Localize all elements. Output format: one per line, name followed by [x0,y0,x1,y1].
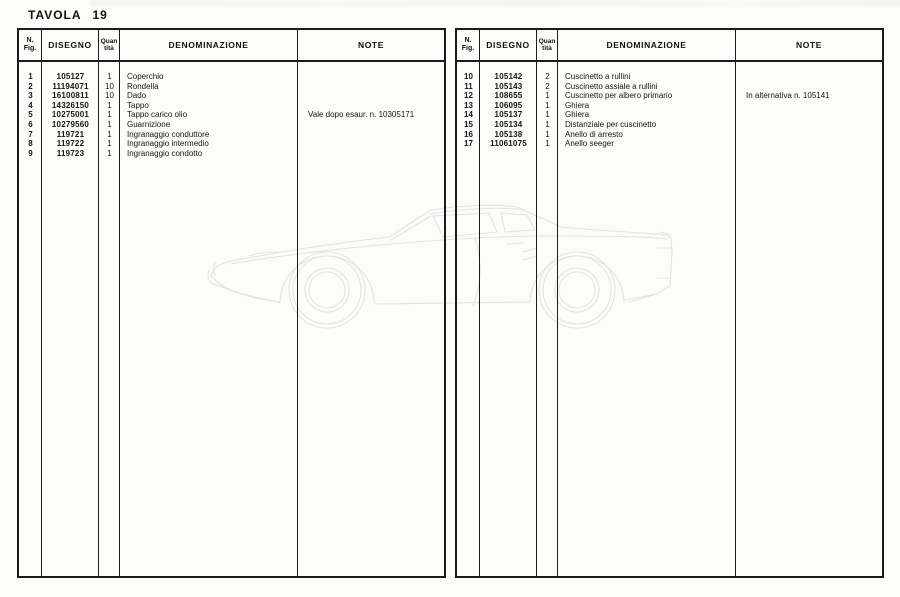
header-fig [19,30,42,60]
quantita-cell: 1 [107,72,112,81]
header-qty-line1: Quan [538,38,556,45]
table-row [19,149,444,159]
fig-cell: 4 [28,100,33,110]
note-cell [298,101,444,111]
column-divider [479,62,480,576]
header-note: NOTE [795,40,822,50]
denominazione-cell: Ingranaggio conduttore [127,129,210,139]
denominazione-cell: Cuscinetto assiale a rullini [565,81,658,91]
quantita-cell: 1 [107,129,112,139]
scan-artifact [90,0,900,7]
note-cell [736,101,882,111]
note-cell [736,82,882,92]
table-row [457,72,882,82]
disegno-cell: 105134 [494,119,523,129]
fig-cell: 16 [464,129,473,139]
header-disegno: DISEGNO [42,30,99,60]
note-cell [736,130,882,140]
denominazione-cell: Cuscinetto a rullini [565,72,631,81]
note-cell: In alternativa n. 105141 [746,91,830,101]
disegno-cell: 10279560 [51,119,90,129]
header-fig-line2: Fig. [23,45,37,52]
fig-cell: 1 [28,72,33,81]
note-cell [298,139,444,149]
header-fig-line2: Fig. [461,45,475,52]
note-cell [298,82,444,92]
column-divider [536,62,537,576]
header-qty-line2: tità [542,45,552,52]
note-cell [298,130,444,140]
column-divider [297,62,298,576]
fig-cell: 11 [464,81,473,91]
denominazione-cell: Ghiera [565,100,590,110]
fig-cell: 5 [28,110,33,120]
table-row [457,139,882,149]
fig-cell: 13 [464,100,473,110]
quantita-cell: 1 [545,119,550,129]
quantita-cell: 1 [107,148,112,158]
header-quantita [99,30,120,60]
table-row [457,101,882,111]
quantita-cell: 1 [107,139,112,149]
quantita-cell: 1 [545,91,550,101]
table-row [457,120,882,130]
denominazione-cell: Ghiera [565,110,590,120]
disegno-cell: 119723 [56,148,85,158]
denominazione-cell: Tappo carico olio [127,110,188,120]
table-row [19,82,444,92]
fig-cell: 8 [28,139,33,149]
note-cell [736,120,882,130]
table-row [19,110,444,120]
note-cell [736,110,882,120]
right-table-body [457,62,882,576]
table-row [19,130,444,140]
header-quantita [537,30,558,60]
fig-cell: 14 [464,110,473,120]
denominazione-cell: Coperchio [127,72,164,81]
quantita-cell: 1 [107,110,112,120]
disegno-cell: 11194071 [52,81,89,91]
note-cell: Vale dopo esaur. n. 10305171 [308,110,415,120]
table-header [457,30,882,62]
parts-table-right [455,28,884,578]
quantita-cell: 10 [105,91,114,101]
note-cell [298,72,444,82]
table-row [19,72,444,82]
table-row [457,91,882,101]
fig-cell: 9 [28,148,33,158]
note-cell [298,91,444,101]
column-divider [735,62,736,576]
quantita-cell: 1 [107,119,112,129]
column-divider [119,62,120,576]
disegno-cell: 119722 [56,139,85,149]
quantita-cell: 10 [105,81,114,91]
disegno-cell: 14326150 [51,100,90,110]
page-title: TAVOLA 19 [28,8,108,22]
quantita-cell: 2 [545,81,550,91]
disegno-cell: 10275001 [51,110,90,120]
header-qty-line2: tità [104,45,114,52]
denominazione-cell: Cuscinetto per albero primario [565,91,673,101]
parts-table-left [17,28,446,578]
quantita-cell: 1 [545,110,550,120]
quantita-cell: 1 [107,100,112,110]
denominazione-cell: Rondella [127,81,159,91]
quantita-cell: 1 [545,129,550,139]
header-denominazione: DENOMINAZIONE [120,30,298,60]
disegno-cell: 11061075 [490,139,527,149]
disegno-cell: 105143 [494,81,523,91]
header-note: NOTE [357,40,384,50]
table-row [19,120,444,130]
note-cell [736,72,882,82]
header-qty-line1: Quan [100,38,118,45]
disegno-cell: 105127 [56,72,85,81]
denominazione-cell: Distanziale per cuscinetto [565,119,657,129]
fig-cell: 6 [28,119,33,129]
denominazione-cell: Tappo [127,100,149,110]
fig-cell: 3 [28,91,33,101]
table-row [19,91,444,101]
left-table-body [19,62,444,576]
disegno-cell: 105142 [494,72,523,81]
denominazione-cell: Dado [127,91,147,101]
quantita-cell: 1 [545,100,550,110]
fig-cell: 15 [464,119,473,129]
column-divider [98,62,99,576]
note-cell [298,149,444,159]
disegno-cell: 106095 [494,100,523,110]
disegno-cell: 119721 [56,129,85,139]
header-disegno: DISEGNO [480,30,537,60]
fig-cell: 2 [28,81,33,91]
denominazione-cell: Anello seeger [565,139,614,149]
fig-cell: 7 [28,129,33,139]
quantita-cell: 1 [545,139,550,149]
disegno-cell: 108655 [494,91,523,101]
header-fig-line1: N. [464,37,472,44]
table-row [457,130,882,140]
table-row [19,139,444,149]
header-fig-line1: N. [26,37,34,44]
table-header [19,30,444,62]
disegno-cell: 16100811 [52,91,89,101]
header-fig [457,30,480,60]
quantita-cell: 2 [545,72,550,81]
table-row [457,110,882,120]
note-cell [298,120,444,130]
column-divider [41,62,42,576]
fig-cell: 10 [464,72,473,81]
denominazione-cell: Guarnizione [127,119,171,129]
table-row [457,82,882,92]
denominazione-cell: Ingranaggio intermedio [127,139,209,149]
disegno-cell: 105137 [494,110,523,120]
disegno-cell: 105138 [494,129,523,139]
fig-cell: 12 [464,91,473,101]
note-cell [736,139,882,149]
denominazione-cell: Anello di arresto [565,129,623,139]
table-row [19,101,444,111]
column-divider [557,62,558,576]
header-denominazione: DENOMINAZIONE [558,30,736,60]
denominazione-cell: Ingranaggio condotto [127,148,203,158]
fig-cell: 17 [464,139,473,149]
